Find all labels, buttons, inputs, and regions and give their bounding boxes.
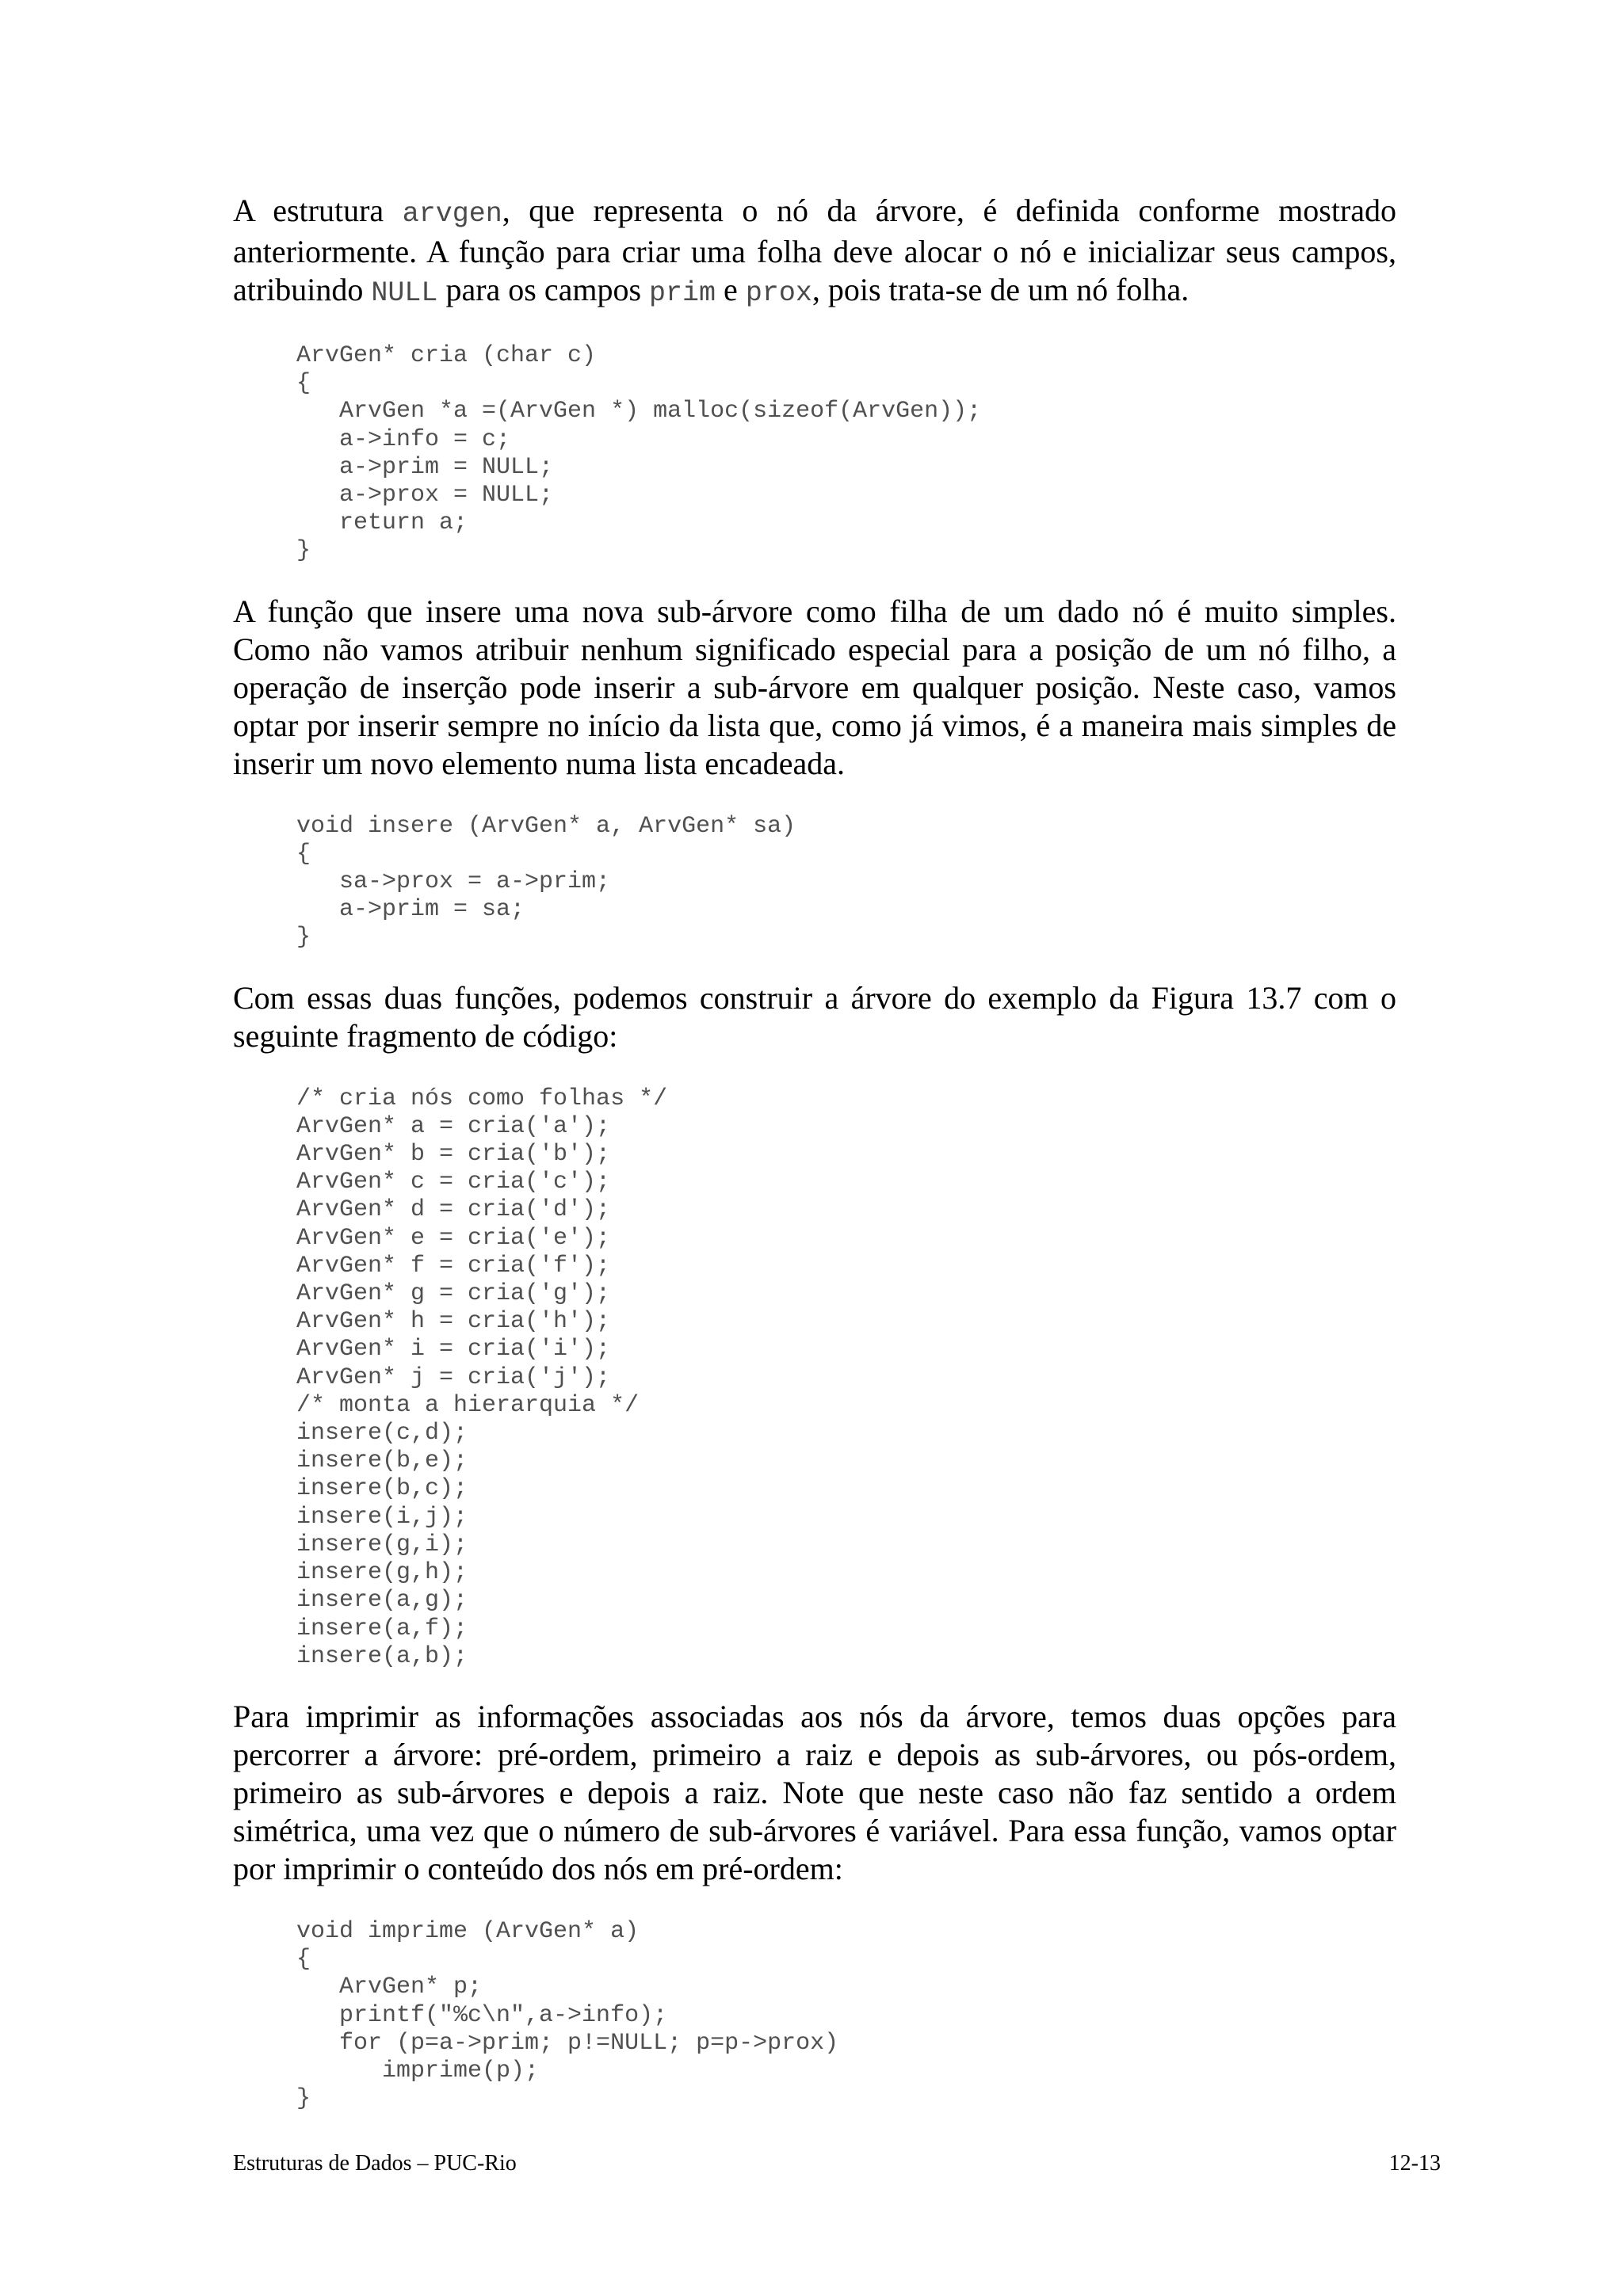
inline-code-prim: prim (649, 277, 716, 309)
code-block-insere: void insere (ArvGen* a, ArvGen* sa) { sa->prox = a->prim; a->prim = sa; } (296, 812, 796, 952)
page-content (233, 192, 1396, 2113)
inline-code-prox: prox (745, 277, 812, 309)
text-run: , pois trata-se de um nó folha. (812, 272, 1190, 307)
paragraph-arvgen-intro (233, 192, 1396, 312)
page-footer (233, 2151, 1441, 2176)
paragraph-imprime-intro: Para imprimir as informações associadas aos nós da árvore, temos duas opções para percorrer a árvore: pré-ordem, primeiro a raiz e depois as sub-árvores, ou pós-ordem, primeiro as sub-árvores e depois a raiz. Note que neste caso não faz sentido a ordem simétrica, uma vez que o número de sub-árvores é variável. Para essa função, vamos optar por imprimir o conteúdo dos nós em pré-ordem: (233, 1698, 1396, 1886)
inline-code-null: NULL (371, 277, 438, 309)
paragraph-insere-intro: A função que insere uma nova sub-árvore como filha de um dado nó é muito simples. Como não vamos atribuir nenhum significado especial para a posição de um nó filho, a operação de inserção pode inserir a sub-árvore em qualquer posição. Neste caso, vamos optar por inserir sempre no início da lista que, como já vimos, é a maneira mais simples de inserir um novo elemento numa lista encadeada. (233, 593, 1396, 781)
page-number: 12-13 (1388, 2151, 1441, 2176)
text-run: e (716, 272, 746, 307)
code-block-monta-arvore: /* cria nós como folhas */ ArvGen* a = cria('a'); ArvGen* b = cria('b'); ArvGen* c = cria('c'); ArvGen* d = cria('d'); ArvGen* e = cria('e'); ArvGen* f = cria('f'); ArvGen* g = cria('g'); ArvGen* h = cria('h'); ArvGen* i = cria('i'); ArvGen* j = cria('j'); /* monta a hierarquia */ insere(c,d); insere(b,e); insere(b,c); insere(i,j); insere(g,i); insere(g,h); insere(a,g); insere(a,f); insere(a,b); (296, 1085, 668, 1670)
code-block-imprime: void imprime (ArvGen* a) { ArvGen* p; printf("%c\n",a->info); for (p=a->prim; p!=NULL; p=p->prox) imprime(p); } (296, 1917, 839, 2113)
text-run: para os campos (437, 272, 650, 307)
paragraph-monta-intro: Com essas duas funções, podemos construir a árvore do exemplo da Figura 13.7 com o seguinte fragmento de código: (233, 979, 1396, 1054)
text-run: A estrutura (233, 193, 403, 228)
code-block-cria: ArvGen* cria (char c) { ArvGen *a =(ArvGen *) malloc(sizeof(ArvGen)); a->info = c; a->prim = NULL; a->prox = NULL; return a; } (296, 342, 982, 565)
inline-code-arvgen: arvgen (402, 198, 502, 230)
footer-title: Estruturas de Dados – PUC-Rio (233, 2151, 517, 2176)
text-run: , que representa o nó da árvore, é definida conforme mostrado anteriormente. A função para criar uma folha deve alocar o nó e inicializar seus campos, atribuindo (233, 193, 1397, 307)
